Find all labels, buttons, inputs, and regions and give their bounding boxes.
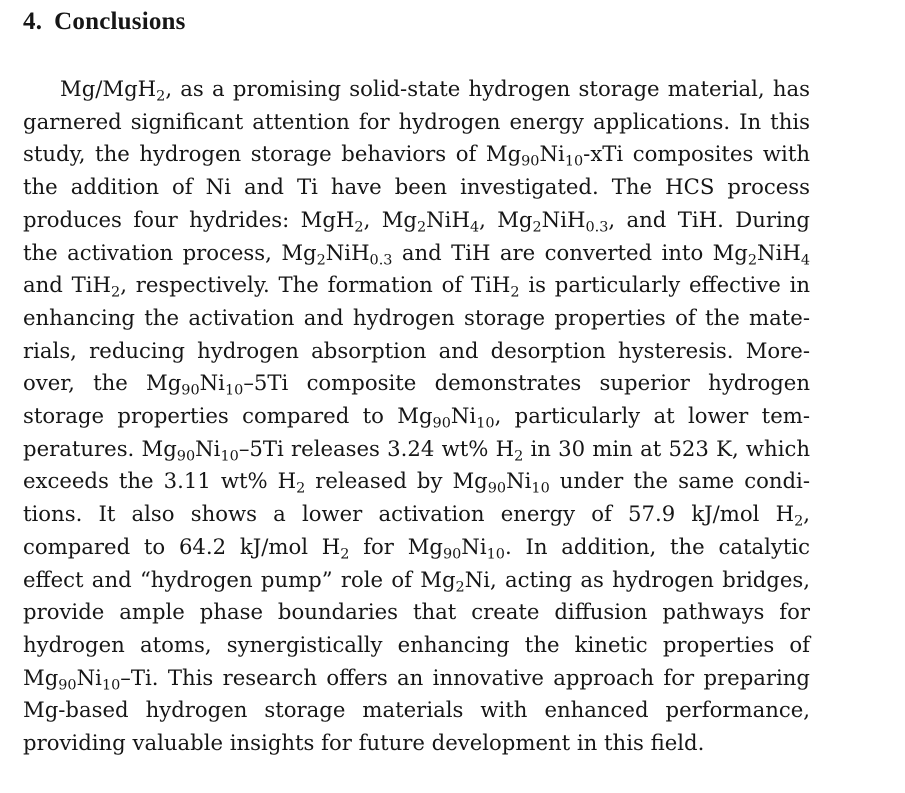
subscript: 10 bbox=[531, 481, 550, 497]
subscript: 0.3 bbox=[369, 252, 393, 269]
text-run: NiH bbox=[541, 206, 586, 232]
text-run: is particularly effective in bbox=[519, 272, 811, 298]
text-run: provide ample phase boundaries that create diffusion pathways for bbox=[23, 599, 810, 625]
text-run: , respectively. The formation of TiH bbox=[120, 272, 511, 298]
section-title: Conclusions bbox=[54, 8, 186, 35]
text-run: storage properties compared to Mg bbox=[23, 403, 433, 428]
subscript: 2 bbox=[316, 252, 326, 269]
text-line bbox=[23, 726, 810, 759]
text-line bbox=[23, 236, 810, 269]
text-line bbox=[23, 301, 810, 334]
subscript: 90 bbox=[432, 415, 451, 432]
subscript: 10 bbox=[101, 677, 121, 694]
text-run: Ni bbox=[506, 468, 532, 494]
text-run: , particularly at lower tem- bbox=[494, 403, 810, 428]
subscript: 2 bbox=[514, 448, 524, 465]
text-line bbox=[23, 563, 810, 596]
text-run: NiH bbox=[325, 239, 370, 265]
text-run: tions. It also shows a lower activation energy of 57.9 kJ/mol H bbox=[23, 501, 795, 527]
text-line bbox=[23, 366, 810, 399]
subscript: 90 bbox=[176, 448, 196, 465]
section-heading bbox=[23, 6, 186, 38]
text-run: Ni bbox=[450, 403, 477, 428]
text-run: Ni, acting as hydrogen bridges, bbox=[464, 566, 810, 592]
text-run: , bbox=[803, 501, 810, 527]
subscript: 2 bbox=[340, 546, 350, 563]
subscript: 10 bbox=[220, 448, 239, 465]
text-run: NiH bbox=[757, 239, 801, 265]
text-run: providing valuable insights for future development in this field. bbox=[23, 730, 705, 755]
text-line bbox=[23, 399, 810, 432]
text-run: , and TiH. During bbox=[608, 206, 810, 232]
text-run: over, the Mg bbox=[23, 370, 182, 396]
text-run: Ni bbox=[199, 370, 225, 396]
subscript: 4 bbox=[469, 219, 480, 236]
text-run: Ni bbox=[539, 141, 565, 167]
text-run: Ni bbox=[461, 533, 487, 559]
text-run: NiH bbox=[426, 206, 470, 232]
text-run: in 30 min at 523 K, which bbox=[523, 435, 810, 461]
subscript: 4 bbox=[800, 252, 811, 269]
text-run: Mg/MgH bbox=[60, 76, 157, 101]
text-run: -xTi composites with bbox=[583, 141, 810, 167]
text-run: rials, reducing hydrogen absorption and desorption hysteresis. More- bbox=[23, 337, 810, 363]
text-run: for Mg bbox=[349, 533, 443, 559]
text-run: Ni bbox=[195, 435, 221, 461]
text-run: , Mg bbox=[479, 206, 533, 232]
text-run: –5Ti releases 3.24 wt% H bbox=[238, 435, 515, 461]
subscript: 2 bbox=[510, 284, 520, 301]
text-run: Ni bbox=[76, 664, 102, 690]
subscript: 2 bbox=[156, 88, 166, 105]
subscript: 90 bbox=[58, 677, 77, 694]
subscript: 10 bbox=[224, 382, 244, 399]
text-line bbox=[23, 137, 810, 170]
subscript: 10 bbox=[486, 546, 505, 563]
text-line bbox=[23, 268, 810, 301]
subscript: 2 bbox=[111, 284, 121, 301]
text-run: the addition of Ni and Ti have been investigated. The HCS process bbox=[23, 174, 810, 200]
text-run: the activation process, Mg bbox=[23, 239, 317, 265]
text-run: exceeds the 3.11 wt% H bbox=[23, 468, 297, 494]
text-run: under the same condi- bbox=[549, 468, 810, 494]
text-run: and TiH bbox=[23, 272, 112, 298]
text-line bbox=[23, 628, 810, 661]
text-line bbox=[60, 72, 810, 105]
text-run: produces four hydrides: MgH bbox=[23, 206, 355, 232]
text-run: study, the hydrogen storage behaviors of Mg bbox=[23, 141, 522, 167]
subscript: 2 bbox=[747, 252, 758, 269]
text-line bbox=[23, 497, 810, 530]
text-run: , as a promising solid-state hydrogen storage material, has bbox=[165, 76, 810, 101]
text-line bbox=[23, 170, 810, 203]
subscript: 2 bbox=[354, 219, 364, 236]
subscript: 2 bbox=[794, 513, 804, 530]
text-line bbox=[23, 595, 810, 628]
text-line bbox=[23, 334, 810, 367]
text-run: Mg-based hydrogen storage materials with enhanced performance, bbox=[23, 697, 810, 723]
text-line bbox=[23, 530, 810, 563]
subscript: 2 bbox=[532, 219, 542, 236]
text-line bbox=[23, 661, 810, 694]
text-line bbox=[23, 105, 810, 138]
subscript: 10 bbox=[476, 415, 495, 432]
text-run: compared to 64.2 kJ/mol H bbox=[23, 533, 341, 559]
text-run: hydrogen atoms, synergistically enhancing the kinetic properties of bbox=[23, 631, 810, 657]
section-number: 4. bbox=[23, 8, 43, 35]
subscript: 0.3 bbox=[585, 219, 609, 236]
text-run: released by Mg bbox=[305, 468, 488, 494]
subscript: 2 bbox=[296, 481, 306, 497]
text-run: Mg bbox=[23, 664, 59, 690]
subscript: 2 bbox=[455, 579, 465, 596]
text-run: peratures. Mg bbox=[23, 435, 177, 461]
subscript: 90 bbox=[181, 382, 200, 399]
subscript: 90 bbox=[442, 546, 462, 563]
subscript: 90 bbox=[487, 481, 507, 497]
text-line bbox=[23, 693, 810, 726]
text-run: –Ti. This research offers an innovative approach for preparing bbox=[120, 664, 810, 690]
text-run: . In addition, the catalytic bbox=[504, 533, 811, 559]
text-run: , Mg bbox=[363, 206, 417, 232]
text-run: garnered significant attention for hydrogen energy applications. In this bbox=[23, 108, 810, 134]
text-run: effect and “hydrogen pump” role of Mg bbox=[23, 566, 456, 592]
subscript: 10 bbox=[564, 154, 584, 170]
subscript: 2 bbox=[416, 219, 427, 236]
text-line bbox=[23, 464, 810, 497]
text-line bbox=[23, 203, 810, 236]
text-line bbox=[23, 432, 810, 465]
text-run: enhancing the activation and hydrogen storage properties of the mate- bbox=[23, 304, 810, 330]
subscript: 90 bbox=[521, 154, 540, 170]
text-run: –5Ti composite demonstrates superior hydrogen bbox=[243, 370, 810, 396]
text-run: and TiH are converted into Mg bbox=[392, 239, 748, 265]
